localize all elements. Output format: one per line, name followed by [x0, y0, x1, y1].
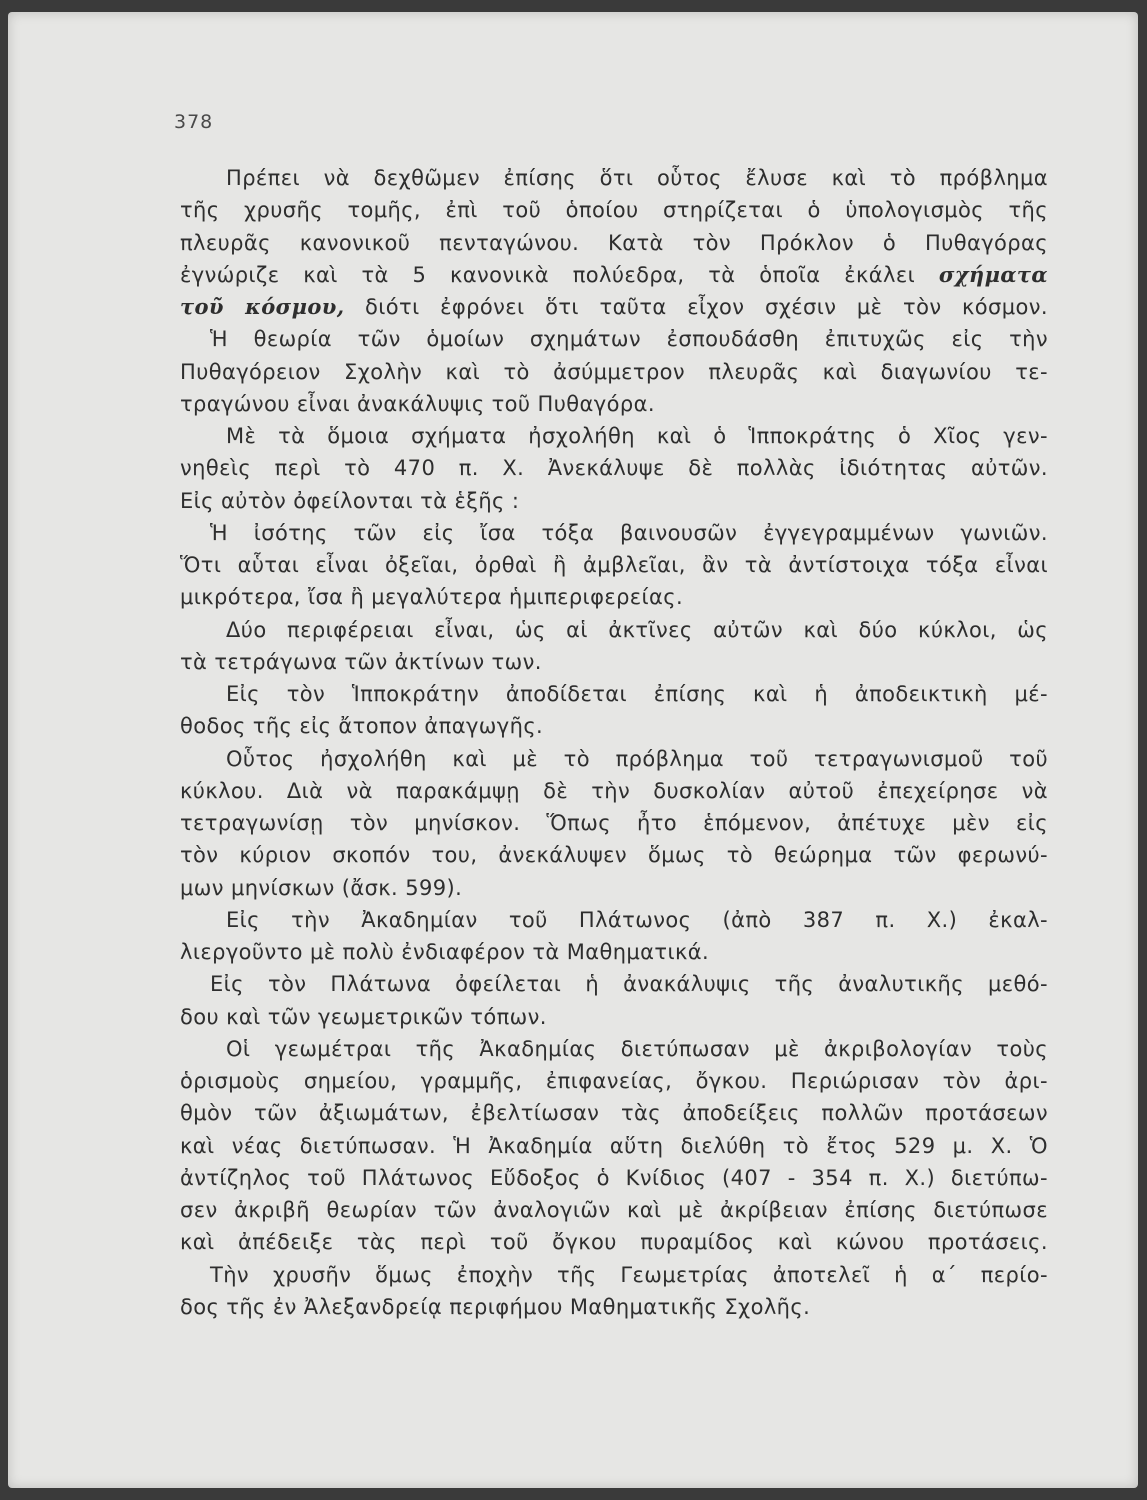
- text-line: τραγώνου εἶναι ἀνακάλυψις τοῦ Πυθαγόρα.: [180, 391, 655, 416]
- text-line: τὸν κύριον σκοπόν του, ἀνεκάλυψεν ὅμως τὸ θεώρημα τῶν φερωνύ-: [180, 843, 1048, 868]
- text-line: Οὗτος ἠσχολήθη καὶ μὲ τὸ πρόβλημα τοῦ τετραγωνισμοῦ τοῦ: [226, 746, 1048, 771]
- text-line: θμὸν τῶν ἀξιωμάτων, ἐβελτίωσαν τὰς ἀποδείξεις πολλῶν προτάσεων: [180, 1101, 1048, 1126]
- text-line: σεν ἀκριβῆ θεωρίαν τῶν ἀναλογιῶν καὶ μὲ ἀκρίβειαν ἐπίσης διετύπωσε: [180, 1198, 1048, 1222]
- text-line-segment: διότι ἐφρόνει ὅτι ταῦτα εἶχον σχέσιν μὲ τὸν κόσμον.: [365, 295, 1048, 319]
- text-line: κύκλου. Διὰ νὰ παρακάμψῃ δὲ τὴν δυσκολίαν αὐτοῦ ἐπεχείρησε νὰ: [180, 778, 1048, 803]
- text-line: τὰ τετράγωνα τῶν ἀκτίνων των.: [180, 649, 542, 674]
- text-line: Εἰς τὴν Ἀκαδημίαν τοῦ Πλάτωνος (ἀπὸ 387 π. Χ.) ἐκαλ-: [226, 907, 1048, 932]
- text-line: μων μηνίσκων (ἄσκ. 599).: [180, 875, 463, 900]
- text-line: [180, 291, 1048, 323]
- text-line: δος τῆς ἐν Ἀλεξανδρείᾳ περιφήμου Μαθηματικῆς Σχολῆς.: [180, 1294, 811, 1319]
- text-line: θοδος τῆς εἰς ἄτοπον ἀπαγωγῆς.: [180, 714, 544, 739]
- text-line: Πυθαγόρειον Σχολὴν καὶ τὸ ἀσύμμετρον πλευρᾶς καὶ διαγωνίου τε-: [180, 359, 1048, 384]
- text-line: λιεργοῦντο μὲ πολὺ ἐνδιαφέρον τὰ Μαθηματικά.: [180, 940, 710, 964]
- text-line: δου καὶ τῶν γεωμετρικῶν τόπων.: [180, 1004, 547, 1029]
- text-line: Εἰς τὸν Πλάτωνα ὀφείλεται ἡ ἀνακάλυψις τῆς ἀναλυτικῆς μεθό-: [210, 972, 1048, 997]
- text-line: τῆς χρυσῆς τομῆς, ἐπὶ τοῦ ὁποίου στηρίζεται ὁ ὑπολογισμὸς τῆς: [180, 198, 1048, 223]
- text-line: Δύο περιφέρειαι εἶναι, ὡς αἱ ἀκτῖνες αὐτῶν καὶ δύο κύκλοι, ὡς: [226, 617, 1048, 642]
- emphasized-term: τοῦ κόσμου,: [180, 294, 345, 319]
- text-line: πλευρᾶς κανονικοῦ πενταγώνου. Κατὰ τὸν Πρόκλον ὁ Πυθαγόρας: [180, 230, 1048, 255]
- text-line: τετραγωνίσῃ τὸν μηνίσκον. Ὅπως ἦτο ἑπόμενον, ἀπέτυχε μὲν εἰς: [180, 811, 1048, 835]
- text-line: μικρότερα, ἴσα ἢ μεγαλύτερα ἡμιπεριφερείας.: [180, 585, 684, 610]
- text-line: νηθεὶς περὶ τὸ 470 π. Χ. Ἀνεκάλυψε δὲ πολλὰς ἰδιότητας αὐτῶν.: [180, 456, 1048, 481]
- text-line: καὶ νέας διετύπωσαν. Ἡ Ἀκαδημία αὕτη διελύθη τὸ ἔτος 529 μ. Χ. Ὁ: [180, 1133, 1048, 1158]
- text-line: [180, 259, 1048, 291]
- text-line-segment: ἐγνώριζε καὶ τὰ 5 κανονικὰ πολύεδρα, τὰ ὁποῖα ἐκάλει: [180, 262, 916, 287]
- page-number: 378: [174, 111, 214, 133]
- document-page: [8, 12, 1138, 1488]
- text-line: Ἡ ἰσότης τῶν εἰς ἴσα τόξα βαινουσῶν ἐγγεγραμμένων γωνιῶν.: [210, 520, 1048, 545]
- text-line: Εἰς τὸν Ἱπποκράτην ἀποδίδεται ἐπίσης καὶ ἡ ἀποδεικτικὴ μέ-: [226, 682, 1048, 706]
- text-line: Μὲ τὰ ὅμοια σχήματα ἠσχολήθη καὶ ὁ Ἱπποκράτης ὁ Χῖος γεν-: [226, 424, 1048, 448]
- text-line: Οἱ γεωμέτραι τῆς Ἀκαδημίας διετύπωσαν μὲ ἀκριβολογίαν τοὺς: [226, 1036, 1048, 1061]
- text-line: Πρέπει νὰ δεχθῶμεν ἐπίσης ὅτι οὗτος ἔλυσε καὶ τὸ πρόβλημα: [226, 166, 1048, 190]
- emphasized-term: σχήματα: [938, 261, 1048, 287]
- text-line: Τὴν χρυσῆν ὅμως ἐποχὴν τῆς Γεωμετρίας ἀποτελεῖ ἡ α΄ περίο-: [210, 1262, 1048, 1287]
- text-line: Εἰς αὐτὸν ὀφείλονται τὰ ἑξῆς :: [180, 488, 520, 513]
- text-line: ἀντίζηλος τοῦ Πλάτωνος Εὔδοξος ὁ Κνίδιος (407 - 354 π. Χ.) διετύπω-: [180, 1165, 1048, 1190]
- text-line: καὶ ἀπέδειξε τὰς περὶ τοῦ ὄγκου πυραμίδος καὶ κώνου προτάσεις.: [180, 1230, 1048, 1255]
- text-line: Ὅτι αὗται εἶναι ὀξεῖαι, ὀρθαὶ ἢ ἀμβλεῖαι, ἂν τὰ ἀντίστοιχα τόξα εἶναι: [180, 553, 1048, 577]
- text-line: Ἡ θεωρία τῶν ὁμοίων σχημάτων ἐσπουδάσθη ἐπιτυχῶς εἰς τὴν: [210, 327, 1048, 352]
- body-text: [180, 162, 1048, 1323]
- text-line: ὁρισμοὺς σημείου, γραμμῆς, ἐπιφανείας, ὄγκου. Περιώρισαν τὸν ἀρι-: [180, 1069, 1048, 1093]
